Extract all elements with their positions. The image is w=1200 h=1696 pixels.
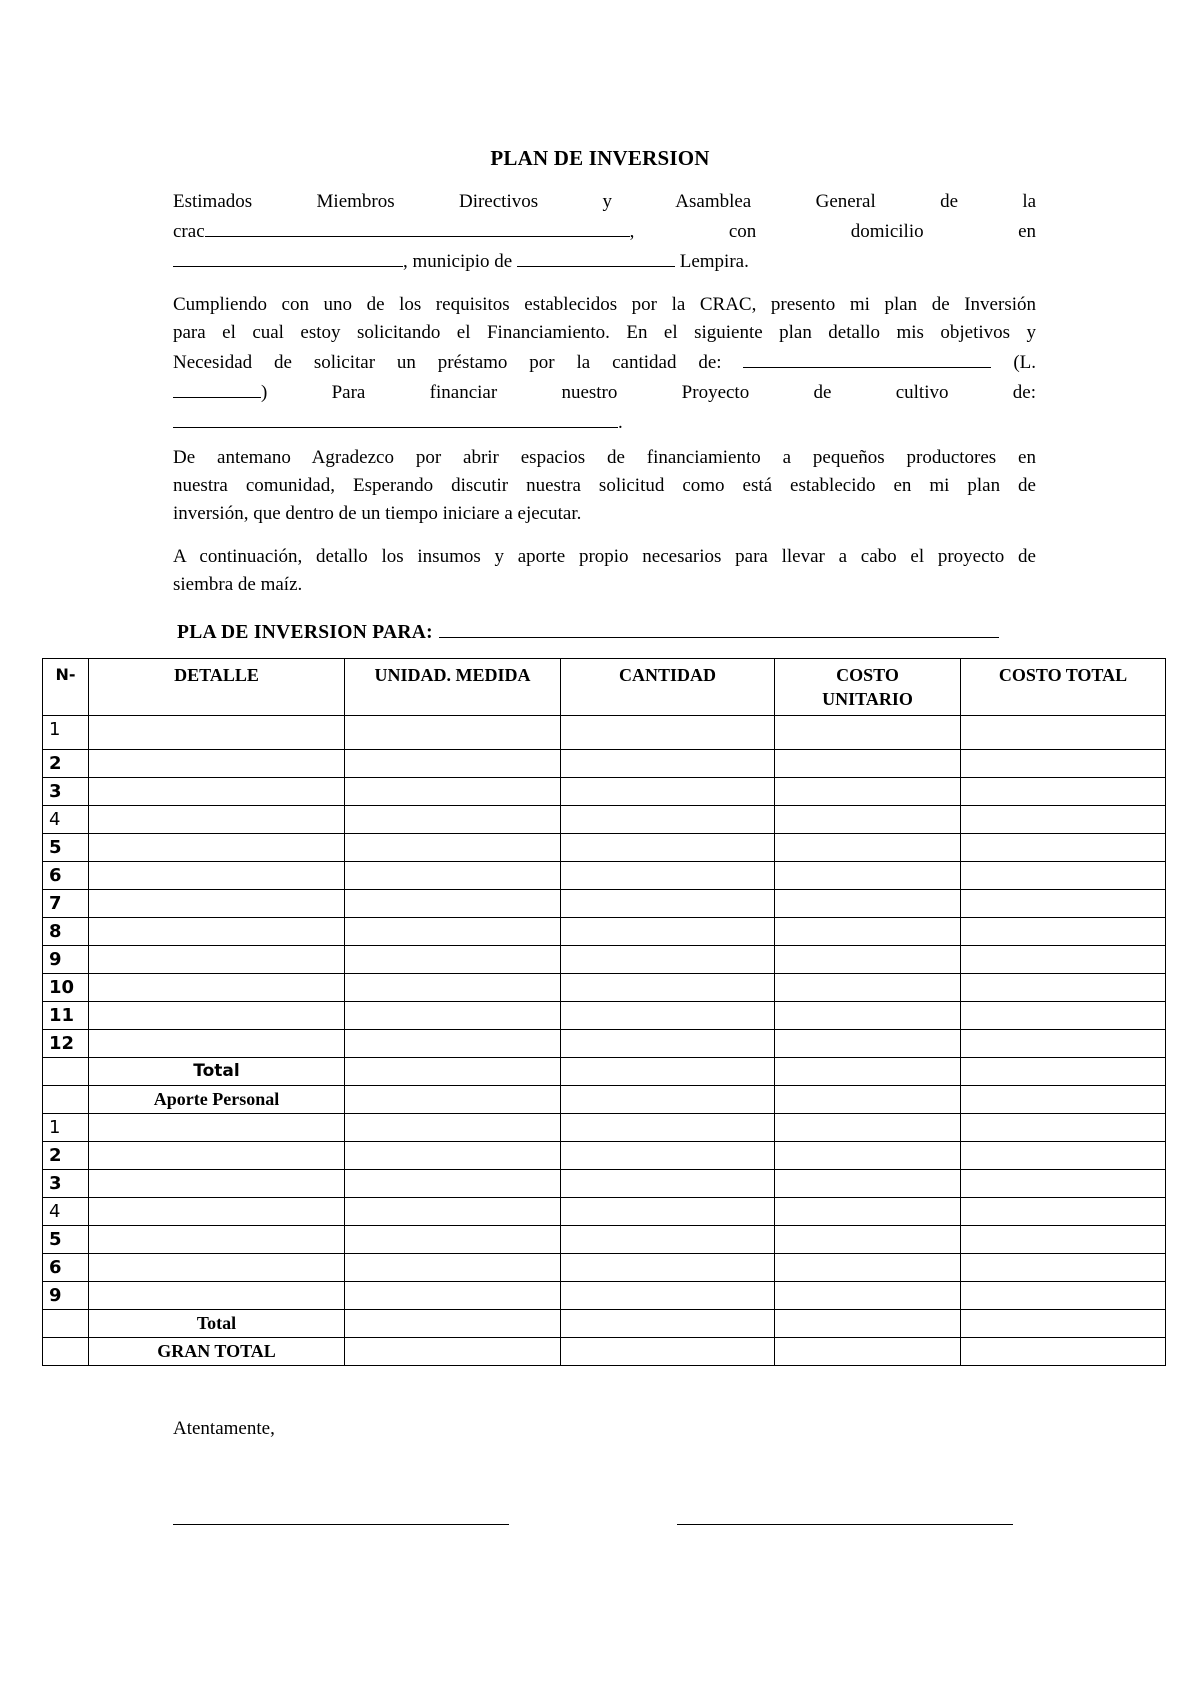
table-row [43,1254,1166,1282]
document-title: PLAN DE INVERSION [490,146,710,170]
plan-for-blank[interactable] [439,618,999,638]
row-number-cell [43,1310,89,1338]
detalle-cell[interactable] [89,1254,345,1282]
comma: , [629,221,635,242]
unidad-cell[interactable] [345,1310,561,1338]
cantidad-cell[interactable] [561,1198,775,1226]
row-number-cell: 2 [43,750,89,778]
word: Asamblea [675,191,752,212]
costo-unitario-cell[interactable] [775,862,961,890]
unidad-cell[interactable] [345,716,561,750]
costo-total-cell[interactable] [961,834,1166,862]
unidad-cell[interactable] [345,1254,561,1282]
amount-label: Necesidad de solicitar un préstamo por la cantidad de: [173,352,722,373]
column-header-detalle: DETALLE [89,659,345,716]
plan-heading-label: PLA DE INVERSION PARA: [177,622,433,643]
word: Directivos [458,191,539,212]
table-row [43,1170,1166,1198]
row-number-cell: 12 [43,1030,89,1058]
detalle-cell[interactable] [89,778,345,806]
cantidad-cell[interactable] [561,1338,775,1366]
cantidad-cell[interactable] [561,834,775,862]
table-row [43,750,1166,778]
detalle-cell[interactable] [89,806,345,834]
greeting-line-3 [173,246,1036,276]
unidad-cell[interactable] [345,918,561,946]
word: Estimados [173,191,253,212]
detalle-cell[interactable] [89,946,345,974]
row-number-cell [43,1058,89,1086]
costo-total-cell[interactable] [961,1282,1166,1310]
cantidad-cell[interactable] [561,946,775,974]
word: en [1018,221,1036,242]
costo-unitario-cell[interactable] [775,1254,961,1282]
costo-total-cell[interactable] [961,862,1166,890]
word: nuestro [561,382,618,403]
detalle-cell[interactable] [89,1170,345,1198]
costo-unitario-cell[interactable] [775,1338,961,1366]
period: . [618,412,623,433]
column-header-number: N- [43,659,89,716]
greeting-line-1 [173,188,1036,216]
cantidad-cell[interactable] [561,716,775,750]
costo-total-cell[interactable] [961,806,1166,834]
header-line: UNITARIO [822,689,913,709]
costo-total-cell[interactable] [961,1338,1166,1366]
unidad-cell[interactable] [345,1142,561,1170]
row-number-cell: 2 [43,1142,89,1170]
detalle-cell[interactable] [89,834,345,862]
costo-total-cell[interactable] [961,1086,1166,1114]
thanks-paragraph [173,444,1036,528]
unidad-cell[interactable] [345,1282,561,1310]
word: y [602,191,612,212]
table-header-row [43,659,1166,716]
department-label: Lempira. [679,251,749,272]
cantidad-cell[interactable] [561,974,775,1002]
row-number-cell: 4 [43,806,89,834]
unidad-cell[interactable] [345,1002,561,1030]
detalle-cell[interactable] [89,1282,345,1310]
unidad-cell[interactable] [345,890,561,918]
table-row [43,890,1166,918]
costo-total-cell[interactable] [961,1226,1166,1254]
row-number-cell: 1 [43,1114,89,1142]
row-number-cell: 9 [43,1282,89,1310]
crac-name-blank[interactable] [205,216,630,237]
lempiras-blank[interactable] [173,377,261,398]
costo-total-cell[interactable] [961,890,1166,918]
detalle-cell[interactable] [89,1030,345,1058]
details-paragraph [173,543,1036,599]
plan-heading [177,618,999,644]
table-row [43,974,1166,1002]
unidad-cell[interactable] [345,1086,561,1114]
word: Miembros [316,191,395,212]
cantidad-cell[interactable] [561,862,775,890]
domicilio-blank[interactable] [173,246,403,267]
row-number-cell: 10 [43,974,89,1002]
costo-total-cell[interactable] [961,946,1166,974]
detalle-cell[interactable] [89,918,345,946]
costo-unitario-cell[interactable] [775,1170,961,1198]
table-row [43,1030,1166,1058]
detalle-cell[interactable] [89,1226,345,1254]
cantidad-cell[interactable] [561,806,775,834]
costo-total-cell[interactable] [961,974,1166,1002]
costo-unitario-cell[interactable] [775,1058,961,1086]
unidad-cell[interactable] [345,1198,561,1226]
costo-unitario-cell[interactable] [775,1086,961,1114]
costo-total-cell[interactable] [961,1254,1166,1282]
table-row [43,1198,1166,1226]
row-label-cell: Total [89,1310,345,1338]
detalle-cell[interactable] [89,974,345,1002]
close-paren: ) [261,382,268,403]
greeting-line-2 [173,216,1036,246]
unidad-cell[interactable] [345,1114,561,1142]
row-label-cell: Aporte Personal [89,1086,345,1114]
unidad-cell[interactable] [345,834,561,862]
cantidad-cell[interactable] [561,778,775,806]
column-header-cantidad: CANTIDAD [561,659,775,716]
costo-total-cell[interactable] [961,1142,1166,1170]
row-number-cell [43,1086,89,1114]
cantidad-cell[interactable] [561,1226,775,1254]
cantidad-cell[interactable] [561,1030,775,1058]
unidad-cell[interactable] [345,1058,561,1086]
table-row [43,1086,1166,1114]
costo-unitario-cell[interactable] [775,890,961,918]
unidad-cell[interactable] [345,1030,561,1058]
crac-field-group [173,221,634,242]
table-row [43,1058,1166,1086]
costo-unitario-cell[interactable] [775,834,961,862]
table-row [43,834,1166,862]
costo-unitario-cell[interactable] [775,778,961,806]
table-row [43,716,1166,750]
municipio-label: , municipio de [403,251,513,272]
costo-unitario-cell[interactable] [775,1114,961,1142]
cantidad-cell[interactable] [561,1086,775,1114]
request-paragraph [173,291,1036,437]
table-row [43,1114,1166,1142]
word: General [815,191,876,212]
word: la [1022,191,1037,212]
lempiras-field-group [173,382,267,403]
costo-unitario-cell[interactable] [775,974,961,1002]
detalle-cell[interactable] [89,1002,345,1030]
thanks-line-1: De antemano Agradezco por abrir espacios de financiamiento a pequeños productores en [173,447,1036,468]
table-row [43,1142,1166,1170]
costo-total-cell[interactable] [961,1170,1166,1198]
word: de [940,191,959,212]
row-number-cell: 5 [43,1226,89,1254]
table-row [43,862,1166,890]
costo-total-cell[interactable] [961,1002,1166,1030]
word: con [728,221,757,242]
table-row [43,1338,1166,1366]
crop-blank[interactable] [173,407,618,428]
crac-label: crac [173,221,205,242]
header-line: COSTO [836,665,899,685]
costo-unitario-cell[interactable] [775,750,961,778]
detalle-cell[interactable] [89,1114,345,1142]
row-number-cell: 9 [43,946,89,974]
amount-blank[interactable] [743,347,991,368]
costo-unitario-cell[interactable] [775,1002,961,1030]
cantidad-cell[interactable] [561,1058,775,1086]
row-number-cell: 3 [43,1170,89,1198]
unidad-cell[interactable] [345,1226,561,1254]
row-number-cell: 4 [43,1198,89,1226]
detalle-cell[interactable] [89,750,345,778]
row-number-cell [43,1338,89,1366]
table-row [43,1002,1166,1030]
unidad-cell[interactable] [345,974,561,1002]
details-line-1: A continuación, detallo los insumos y aporte propio necesarios para llevar a cabo el proyecto de [173,546,1036,567]
unidad-cell[interactable] [345,862,561,890]
costo-unitario-cell[interactable] [775,806,961,834]
detalle-cell[interactable] [89,716,345,750]
detalle-cell[interactable] [89,1142,345,1170]
request-line-5 [173,407,1036,437]
table-row [43,1282,1166,1310]
costo-total-cell[interactable] [961,1198,1166,1226]
investment-table [42,658,1166,1366]
unidad-cell[interactable] [345,946,561,974]
thanks-line-2: nuestra comunidad, Esperando discutir nuestra solicitud como está establecido en mi plan de [173,475,1036,496]
costo-unitario-cell[interactable] [775,1030,961,1058]
details-line-2: siembra de maíz. [173,574,303,595]
costo-total-cell[interactable] [961,778,1166,806]
greeting-paragraph [173,188,1036,276]
row-label-cell: GRAN TOTAL [89,1338,345,1366]
word: domicilio [850,221,924,242]
unidad-cell[interactable] [345,806,561,834]
cantidad-cell[interactable] [561,1170,775,1198]
table-row [43,1310,1166,1338]
table-row [43,918,1166,946]
table-row [43,1226,1166,1254]
detalle-cell[interactable] [89,1198,345,1226]
unidad-cell[interactable] [345,1338,561,1366]
costo-total-cell[interactable] [961,1114,1166,1142]
cantidad-cell[interactable] [561,1282,775,1310]
costo-unitario-cell[interactable] [775,716,961,750]
costo-unitario-cell[interactable] [775,1198,961,1226]
request-line-3 [173,347,1036,377]
costo-total-cell[interactable] [961,1030,1166,1058]
column-header-costo-unitario [775,659,961,716]
column-header-costo-total: COSTO TOTAL [961,659,1166,716]
table-row [43,806,1166,834]
cantidad-cell[interactable] [561,1310,775,1338]
column-header-unidad: UNIDAD. MEDIDA [345,659,561,716]
costo-unitario-cell[interactable] [775,1282,961,1310]
unidad-cell[interactable] [345,750,561,778]
cantidad-cell[interactable] [561,1002,775,1030]
row-number-cell: 6 [43,862,89,890]
word: de: [1012,382,1036,403]
signature-line-right[interactable] [677,1524,1013,1525]
costo-unitario-cell[interactable] [775,918,961,946]
costo-total-cell[interactable] [961,1058,1166,1086]
unidad-cell[interactable] [345,778,561,806]
cantidad-cell[interactable] [561,1254,775,1282]
costo-total-cell[interactable] [961,918,1166,946]
cantidad-cell[interactable] [561,1114,775,1142]
row-number-cell: 1 [43,716,89,750]
word: de [813,382,832,403]
row-number-cell: 7 [43,890,89,918]
row-number-cell: 11 [43,1002,89,1030]
costo-unitario-cell[interactable] [775,946,961,974]
row-number-cell: 5 [43,834,89,862]
unidad-cell[interactable] [345,1170,561,1198]
word: Proyecto [681,382,750,403]
thanks-line-3: inversión, que dentro de un tiempo iniciare a ejecutar. [173,503,582,524]
cantidad-cell[interactable] [561,1142,775,1170]
costo-unitario-cell[interactable] [775,1142,961,1170]
costo-total-cell[interactable] [961,1310,1166,1338]
closing-text: Atentamente, [173,1418,275,1439]
detalle-cell[interactable] [89,862,345,890]
cantidad-cell[interactable] [561,750,775,778]
cantidad-cell[interactable] [561,890,775,918]
lempiras-label: (L. [1013,352,1037,373]
row-label-cell: Total [89,1058,345,1086]
costo-total-cell[interactable] [961,716,1166,750]
row-number-cell: 3 [43,778,89,806]
word: cultivo [895,382,949,403]
word: financiar [429,382,498,403]
costo-unitario-cell[interactable] [775,1310,961,1338]
signature-line-left[interactable] [173,1524,509,1525]
request-line-2: para el cual estoy solicitando el Financiamiento. En el siguiente plan detallo mis objetivos y [173,322,1036,343]
word: Para [331,382,366,403]
row-number-cell: 8 [43,918,89,946]
detalle-cell[interactable] [89,890,345,918]
table-row [43,946,1166,974]
row-number-cell: 6 [43,1254,89,1282]
municipio-blank[interactable] [517,246,675,267]
costo-total-cell[interactable] [961,750,1166,778]
request-line-1: Cumpliendo con uno de los requisitos establecidos por la CRAC, presento mi plan de Inversión [173,294,1036,315]
table-body [43,716,1166,1366]
costo-unitario-cell[interactable] [775,1226,961,1254]
cantidad-cell[interactable] [561,918,775,946]
table-row [43,778,1166,806]
request-line-4 [173,377,1036,407]
